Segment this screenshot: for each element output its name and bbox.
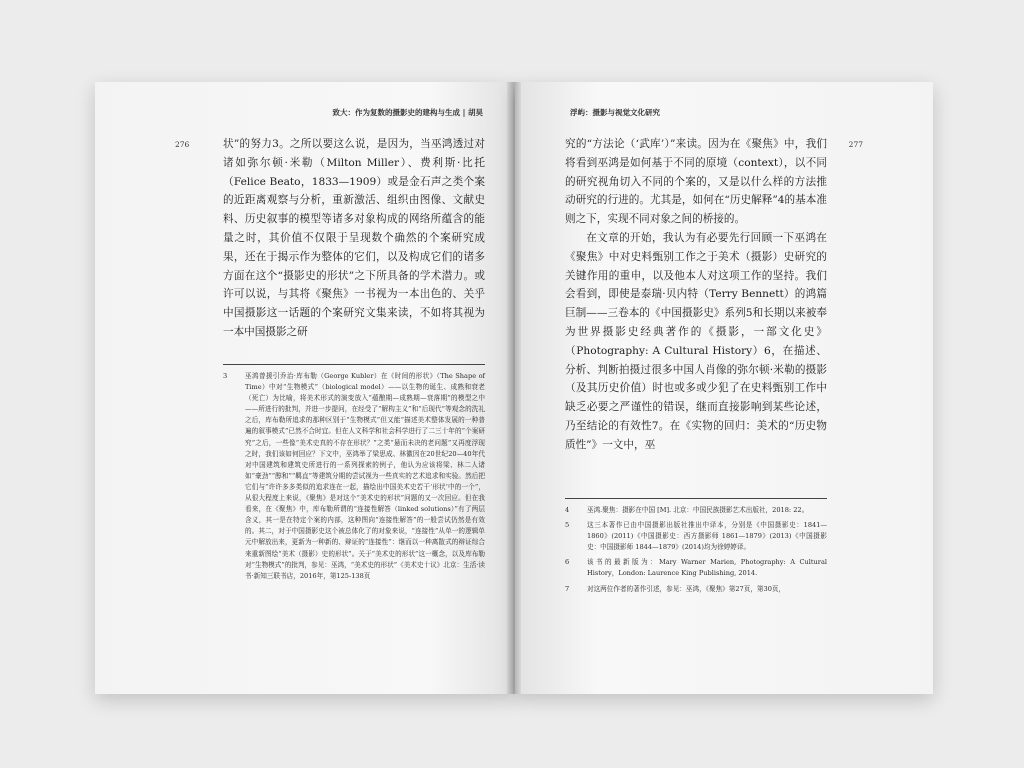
footnote (223, 371, 485, 582)
footnote-text: 巫鸿.聚焦：摄影在中国 [M]. 北京：中国民族摄影艺术出版社，2018: 22。 (587, 506, 809, 514)
footnote-text: 该书的最新版为：Mary Warner Marien, Photography: A Cultural History，London: Laurence King Publishing, 2014. (587, 558, 827, 578)
right-page (515, 82, 933, 694)
footnote (565, 584, 827, 595)
footnote-number: 3 (223, 372, 228, 380)
paragraph: 究的“方法论（‘武库’）”来读。因为在《聚焦》中，我们将看到巫鸿是如何基于不同的原境（context），以不同的研究视角切入不同的个案的，又是以什么样的方法推动研究的行进的。尤其是，如何在“历史解释”4的基本准则之下，实现不同对象之间的桥接的。 (565, 138, 827, 226)
footnotes (565, 498, 827, 599)
footnote-number: 6 (565, 558, 570, 567)
footnote-text: 对这两位作者的著作引述，参见：巫鸿，《聚焦》第27页，第30页， (587, 584, 786, 593)
open-book (95, 82, 933, 694)
footnote (565, 557, 827, 579)
footnote (565, 520, 827, 553)
footnotes (223, 364, 485, 586)
footnote-number: 5 (565, 521, 570, 530)
footnote-text: 巫鸿曾援引乔治·库布勒（George Kubler）在《时间的形状》（The Shape of Time）中对“生物模式”（biological model）——以生物的诞生、成熟和衰老（死亡）为比喻，将美术形式的演变放入“蕴酿期—成熟期—衰落期”的模型之中——所进行的批判，并进一步提问，在经受了“解构主义”和“后现代”等观念的洗礼之后，库布勒所追求的那种区别于“生物模式”但又能“描述美术整体发展的一种普遍的叙事模式”已然不合时宜。但在人文科学和社会科学进行了二三十年的“个案研究”之后，一些像“美术史真的不存在形状？”之类“悬而未决的老问题”又再度浮现之时，我们该如何回应？下文中，巫鸿举了梁思成、林徽因在20世纪20—40年代对中国建筑和建筑史所进行的一系列探索的例子，他认为应该将梁、林二人诸如“豪劲”“醇和”“羁直”等建筑分期的尝试视为一些真实的艺术追求和实验。然后把它们与“许许多多类似的追求连在一起，描绘出中国美术史若干‘形状’中的一个”，从很大程度上来说，《聚焦》是对这个“美术史的形状”问题的又一次回应。但在我看来，在《聚焦》中，库布勒所谓的“连接性解答（linked solutions）”有了两层含义，其一是在特定个案的内部，这种图向“连接性解答”的一般尝试仍然是有效的。其二，对于中国摄影史这个被总体化了的对象来说，“连接性”从单一的逻辑单元中解放出来，更新为一种新的、辩证的“连接性”：继而以一种离散式的辩证综合来重新图绘“美术（摄影）史的形状”。关于“美术史的形状”这一概念，以及库布勒对“生物模式”的批判，参见：巫鸿，“美术史的形状”《美术史十议》北京：生活·读书·新知三联书店，2016年，第125-138页 (245, 372, 485, 580)
footnote-number: 4 (565, 506, 570, 514)
footnote-number: 7 (565, 584, 570, 593)
book-spine (507, 82, 521, 694)
paragraph: 状”的努力3。之所以要这么说，是因为，当巫鸿透过对诸如弥尔顿·米勒（Milton Miller）、费利斯·比托（Felice Beato，1833—1909）或是金石声之类个案的近距离观察与分析，重新激活、组织由图像、文献史料、历史叙事的模型等诸多对象构成的网络所蕴含的能量之时，其价值不仅限于呈现数个确然的个案研究成果，还在于揭示作为整体的它们，以及构成它们的诸多方面在这个“摄影史的形状”之下所具备的学术潜力。或许可以说，与其将《聚焦》一书视为一本出色的、关乎中国摄影这一话题的个案研究文集来读，不如将其视为一本中国摄影之研 (223, 138, 485, 338)
page-number: 277 (848, 140, 863, 149)
page-number: 276 (175, 140, 190, 149)
footnote-text: 这三本著作已由中国摄影出版社推出中译本，分别是《中国摄影史：1841—1860》(2011)《中国摄影史：西方摄影师 1861—1879》(2013)《中国摄影史：中国摄影师 1844—1879》(2014)均为徐婷婷译。 (587, 521, 827, 552)
footnote (565, 505, 827, 516)
left-page (95, 82, 513, 694)
paragraph: 在文章的开始，我认为有必要先行回顾一下巫鸿在《聚焦》中对史料甄别工作之于美术（摄影）史研究的关键作用的重申，以及他本人对这项工作的坚持。我们会看到，即使是泰瑞·贝内特（Terry Bennett）的鸿篇巨制——三卷本的《中国摄影史》系列5和长期以来被奉为世界摄影史经典著作的《摄影，一部文化史》（Photography: A Cultural History）6，在描述、分析、判断拍摄过很多中国人肖像的弥尔顿·米勒的摄影（及其历史价值）时也或多或少犯了在史料甄别工作中缺乏必要之严谨性的错误，继而直接影响到某些论述，乃至结论的有效性7。在《实物的回归：美术的“历史物质性”》一文中，巫 (565, 231, 827, 451)
running-head: 浮屿：摄影与视觉文化研究 (570, 108, 660, 117)
body-text (565, 135, 827, 455)
body-text (223, 135, 485, 342)
running-head: 致大：作为复数的摄影史的建构与生成 | 胡昊 (332, 108, 483, 117)
